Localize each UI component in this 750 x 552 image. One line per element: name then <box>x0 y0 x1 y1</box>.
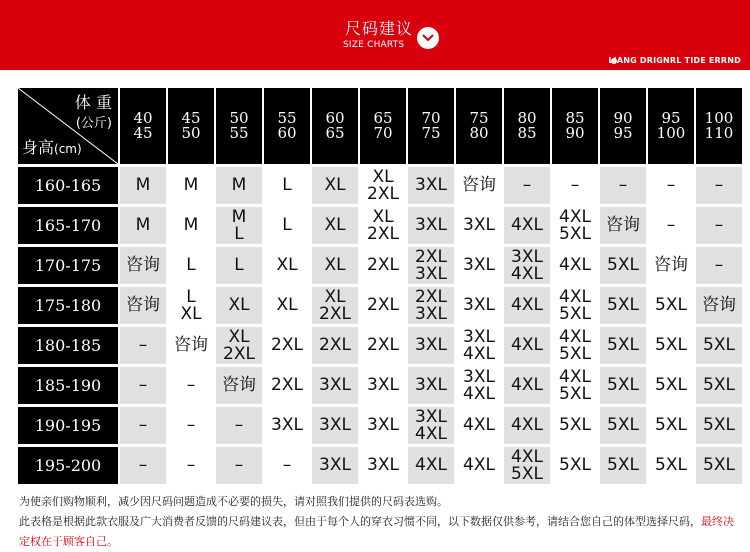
size-value: M <box>231 175 247 195</box>
banner-title: 尺码建议 <box>345 19 414 38</box>
size-value: 3XL <box>415 406 447 427</box>
size-value: 3XL <box>463 295 495 315</box>
size-value: 4XL <box>511 446 543 467</box>
size-value: XL <box>180 303 202 324</box>
size-cell <box>312 407 358 444</box>
size-cell <box>456 407 502 444</box>
height-row-header: 160-165 <box>18 167 118 204</box>
size-value: 咨询 <box>126 295 160 315</box>
size-value: 3XL <box>319 455 351 475</box>
size-value: 3XL <box>463 255 495 275</box>
weight-header <box>168 88 214 164</box>
size-value: 2XL <box>367 223 399 244</box>
size-value: 4XL <box>511 415 543 435</box>
size-value: 2XL <box>319 303 351 324</box>
size-value: 5XL <box>655 335 687 355</box>
size-cell <box>600 167 646 204</box>
size-cell <box>264 167 310 204</box>
size-value: 2XL <box>271 375 303 395</box>
size-value: 3XL <box>367 375 399 395</box>
size-value: 4XL <box>511 215 543 235</box>
size-value: – <box>186 415 196 435</box>
size-cell <box>456 367 502 404</box>
weight-header-value: 55 <box>277 109 297 127</box>
size-cell <box>696 287 742 324</box>
size-cell <box>552 207 598 244</box>
size-value: 咨询 <box>174 335 208 355</box>
size-value: 3XL <box>415 263 447 284</box>
size-value: – <box>138 455 148 475</box>
weight-header-value: 60 <box>277 124 297 142</box>
size-cell <box>648 287 694 324</box>
size-value: L <box>234 255 244 275</box>
size-cell <box>312 447 358 484</box>
size-value: L <box>186 286 196 307</box>
size-value: 3XL <box>511 246 543 267</box>
weight-header <box>312 88 358 164</box>
size-value: – <box>234 415 244 435</box>
size-value: XL <box>372 206 394 227</box>
size-cell <box>312 287 358 324</box>
size-cell <box>648 247 694 284</box>
size-cell <box>696 447 742 484</box>
size-value: M <box>135 215 151 235</box>
size-value: 5XL <box>655 415 687 435</box>
size-cell <box>552 167 598 204</box>
weight-header <box>696 88 742 164</box>
weight-header-value: 95 <box>613 124 633 142</box>
weight-header-value: 45 <box>133 124 153 142</box>
size-cell <box>120 167 166 204</box>
size-cell <box>120 367 166 404</box>
size-cell <box>648 167 694 204</box>
size-value: 4XL <box>463 383 495 404</box>
size-value: – <box>234 455 244 475</box>
weight-header <box>360 88 406 164</box>
size-value: 5XL <box>559 343 591 364</box>
size-cell <box>216 167 262 204</box>
weight-header <box>552 88 598 164</box>
weight-header-value: 70 <box>373 124 393 142</box>
size-value: 4XL <box>415 423 447 444</box>
weight-header-value: 90 <box>613 109 633 127</box>
size-cell <box>312 167 358 204</box>
size-cell <box>456 247 502 284</box>
size-cell <box>360 327 406 364</box>
size-cell <box>648 367 694 404</box>
size-value: 咨询 <box>702 295 736 315</box>
size-value: 4XL <box>559 366 591 387</box>
size-value: 5XL <box>559 303 591 324</box>
weight-header-value: 50 <box>229 109 249 127</box>
size-cell <box>120 407 166 444</box>
size-cell <box>648 447 694 484</box>
size-cell <box>264 287 310 324</box>
size-value: – <box>522 175 532 195</box>
size-value: XL <box>324 286 346 307</box>
size-cell <box>216 287 262 324</box>
size-value: 5XL <box>655 455 687 475</box>
weight-header-value: 80 <box>469 124 489 142</box>
size-cell <box>264 447 310 484</box>
size-value: 2XL <box>367 183 399 204</box>
size-value: – <box>714 215 724 235</box>
size-value: 5XL <box>607 255 639 275</box>
size-value: 咨询 <box>654 255 688 275</box>
size-cell <box>600 367 646 404</box>
weight-header-value: 40 <box>133 109 153 127</box>
size-value: 咨询 <box>222 375 256 395</box>
size-cell <box>504 247 550 284</box>
size-cell <box>456 327 502 364</box>
size-value: 5XL <box>607 335 639 355</box>
size-cell <box>408 367 454 404</box>
size-cell <box>504 407 550 444</box>
size-cell <box>360 367 406 404</box>
size-value: 2XL <box>271 335 303 355</box>
size-chart-banner <box>0 0 750 70</box>
size-cell <box>264 247 310 284</box>
size-value: L <box>234 223 244 244</box>
size-value: 4XL <box>511 295 543 315</box>
weight-header <box>264 88 310 164</box>
size-value: XL <box>324 255 346 275</box>
weight-header-value: 50 <box>181 124 201 142</box>
size-cell <box>408 287 454 324</box>
height-row-header: 190-195 <box>18 407 118 444</box>
size-value: – <box>714 255 724 275</box>
size-value: L <box>282 175 292 195</box>
size-cell <box>696 367 742 404</box>
size-value: 3XL <box>319 375 351 395</box>
size-cell <box>216 327 262 364</box>
size-value: 3XL <box>463 215 495 235</box>
weight-header-value: 60 <box>325 109 345 127</box>
size-cell <box>360 407 406 444</box>
weight-header <box>504 88 550 164</box>
size-value: XL <box>324 175 346 195</box>
size-value: XL <box>228 295 250 315</box>
size-cell <box>456 167 502 204</box>
size-value: 3XL <box>415 303 447 324</box>
size-value: 3XL <box>415 375 447 395</box>
weight-header-value: 65 <box>373 109 393 127</box>
size-value: 5XL <box>607 415 639 435</box>
note-line-1: 为使亲们购物顺利，减少因尺码问题造成不必要的损失，请对照我们提供的尺码表选购。 <box>19 495 448 508</box>
size-value: – <box>714 175 724 195</box>
size-value: XL <box>372 166 394 187</box>
size-cell <box>216 247 262 284</box>
weight-header-value: 75 <box>469 109 489 127</box>
size-cell <box>504 327 550 364</box>
weight-header-value: 75 <box>421 124 441 142</box>
size-value: XL <box>228 326 250 347</box>
size-value: 3XL <box>415 335 447 355</box>
size-cell <box>120 327 166 364</box>
size-value: M <box>183 215 199 235</box>
size-cell <box>168 287 214 324</box>
size-value: 2XL <box>367 255 399 275</box>
size-cell <box>360 207 406 244</box>
size-value: XL <box>276 295 298 315</box>
size-value: 4XL <box>463 415 495 435</box>
weight-unit: (公斤) <box>75 116 112 131</box>
weight-header <box>600 88 646 164</box>
size-value: – <box>666 175 676 195</box>
size-value: 5XL <box>607 295 639 315</box>
size-value: – <box>666 215 676 235</box>
size-cell <box>360 287 406 324</box>
size-cell <box>504 167 550 204</box>
size-value: 5XL <box>607 375 639 395</box>
size-cell <box>696 247 742 284</box>
size-value: M <box>135 175 151 195</box>
size-cell <box>552 327 598 364</box>
size-cell <box>168 367 214 404</box>
size-cell <box>648 327 694 364</box>
size-value: – <box>186 455 196 475</box>
size-cell <box>216 207 262 244</box>
size-value: 2XL <box>415 246 447 267</box>
size-cell <box>696 327 742 364</box>
size-cell <box>360 247 406 284</box>
size-cell <box>216 367 262 404</box>
size-value: 5XL <box>559 383 591 404</box>
size-value: 4XL <box>559 255 591 275</box>
note-highlight: 最终决定权在于顾客自己。 <box>19 515 734 548</box>
size-cell <box>552 247 598 284</box>
size-cell <box>312 247 358 284</box>
size-cell <box>168 247 214 284</box>
size-cell <box>456 287 502 324</box>
size-cell <box>408 247 454 284</box>
size-value: 3XL <box>463 326 495 347</box>
weight-header-value: 95 <box>661 109 681 127</box>
weight-header-value: 90 <box>565 124 585 142</box>
size-cell <box>504 447 550 484</box>
size-cell <box>168 407 214 444</box>
table-corner-header <box>18 88 118 164</box>
weight-header <box>456 88 502 164</box>
size-cell <box>168 167 214 204</box>
size-value: 2XL <box>415 286 447 307</box>
weight-label: 体 重 <box>74 93 112 112</box>
size-cell <box>360 447 406 484</box>
size-cell <box>552 287 598 324</box>
size-notes <box>19 492 734 552</box>
size-cell <box>120 447 166 484</box>
size-cell <box>504 207 550 244</box>
banner-subtitle: SIZE CHARTS <box>343 40 405 50</box>
size-value: 咨询 <box>606 215 640 235</box>
size-value: 4XL <box>463 455 495 475</box>
size-cell <box>600 407 646 444</box>
size-cell <box>264 207 310 244</box>
size-value: 3XL <box>271 415 303 435</box>
size-cell <box>312 367 358 404</box>
size-cell <box>168 447 214 484</box>
size-cell <box>456 207 502 244</box>
size-cell <box>552 447 598 484</box>
size-value: XL <box>324 215 346 235</box>
size-value: 5XL <box>655 295 687 315</box>
weight-header-value: 65 <box>325 124 345 142</box>
size-value: 2XL <box>367 335 399 355</box>
size-value: 2XL <box>223 343 255 364</box>
size-cell <box>600 327 646 364</box>
size-value: 3XL <box>415 215 447 235</box>
size-value: 5XL <box>559 455 591 475</box>
size-value: – <box>570 175 580 195</box>
size-value: 5XL <box>703 455 735 475</box>
size-value: – <box>138 375 148 395</box>
size-cell <box>408 207 454 244</box>
size-value: 4XL <box>463 343 495 364</box>
size-value: 5XL <box>655 375 687 395</box>
size-value: 5XL <box>703 335 735 355</box>
height-row-header: 165-170 <box>18 207 118 244</box>
weight-header-value: 55 <box>229 124 249 142</box>
weight-header <box>408 88 454 164</box>
size-cell <box>408 327 454 364</box>
size-cell <box>600 447 646 484</box>
height-row-header: 185-190 <box>18 367 118 404</box>
size-value: 2XL <box>319 335 351 355</box>
size-cell <box>408 407 454 444</box>
weight-header <box>216 88 262 164</box>
size-cell <box>264 407 310 444</box>
weight-header-value: 70 <box>421 109 441 127</box>
size-value: M <box>231 206 247 227</box>
size-value: 咨询 <box>126 255 160 275</box>
height-row-header: 180-185 <box>18 327 118 364</box>
size-cell <box>408 167 454 204</box>
size-cell <box>120 207 166 244</box>
chevron-down-icon[interactable] <box>417 27 439 49</box>
height-row-header: 170-175 <box>18 247 118 284</box>
size-value: 5XL <box>511 463 543 484</box>
size-cell <box>648 207 694 244</box>
size-value: 咨询 <box>462 175 496 195</box>
size-cell <box>504 367 550 404</box>
size-cell <box>216 407 262 444</box>
weight-header-value: 110 <box>704 124 734 142</box>
size-cell <box>408 447 454 484</box>
weight-header-value: 85 <box>565 109 585 127</box>
size-value: 3XL <box>319 415 351 435</box>
size-cell <box>552 367 598 404</box>
weight-header-value: 80 <box>517 109 537 127</box>
size-value: – <box>282 455 292 475</box>
size-cell <box>600 207 646 244</box>
size-value: 3XL <box>367 455 399 475</box>
size-cell <box>168 207 214 244</box>
size-cell <box>120 247 166 284</box>
size-cell <box>360 167 406 204</box>
note-line-2: 此表格是根据此款衣服及广大消费者反馈的尺码建议表，但由于每个人的穿衣习惯不同，以下数据仅供参考，请结合您自己的体型选择尺码，最终决定权在于顾客自己。 <box>19 515 734 548</box>
weight-header-value: 45 <box>181 109 201 127</box>
size-cell <box>456 447 502 484</box>
height-label: 身高(cm) <box>22 138 82 157</box>
weight-header <box>648 88 694 164</box>
size-value: L <box>186 255 196 275</box>
size-cell <box>696 407 742 444</box>
size-cell <box>264 367 310 404</box>
size-cell <box>216 447 262 484</box>
size-value: L <box>282 215 292 235</box>
size-value: 4XL <box>511 335 543 355</box>
size-value: 5XL <box>703 375 735 395</box>
size-value: 3XL <box>415 175 447 195</box>
weight-header <box>120 88 166 164</box>
size-cell <box>600 247 646 284</box>
size-cell <box>264 327 310 364</box>
size-table <box>18 88 742 484</box>
size-cell <box>552 407 598 444</box>
size-value: 5XL <box>703 415 735 435</box>
size-value: 5XL <box>559 223 591 244</box>
height-row-header: 175-180 <box>18 287 118 324</box>
brand-tagline: LIANG DRIGNRL TIDE ERRND <box>608 56 741 65</box>
size-value: 4XL <box>511 263 543 284</box>
size-value: 5XL <box>607 455 639 475</box>
size-cell <box>168 327 214 364</box>
size-value: – <box>186 375 196 395</box>
weight-header-value: 85 <box>517 124 537 142</box>
height-row-header: 195-200 <box>18 447 118 484</box>
size-cell <box>120 287 166 324</box>
size-cell <box>312 207 358 244</box>
size-value: – <box>138 415 148 435</box>
size-value: 4XL <box>559 286 591 307</box>
size-value: 5XL <box>559 415 591 435</box>
size-value: 4XL <box>511 375 543 395</box>
size-value: 4XL <box>559 326 591 347</box>
size-cell <box>600 287 646 324</box>
weight-header-value: 100 <box>656 124 686 142</box>
size-value: 2XL <box>367 295 399 315</box>
size-value: – <box>138 335 148 355</box>
size-value: XL <box>276 255 298 275</box>
size-cell <box>696 167 742 204</box>
weight-header-value: 100 <box>704 109 734 127</box>
size-value: 3XL <box>463 366 495 387</box>
size-cell <box>312 327 358 364</box>
size-value: 4XL <box>559 206 591 227</box>
size-value: 4XL <box>415 455 447 475</box>
size-cell <box>504 287 550 324</box>
size-cell <box>648 407 694 444</box>
size-value: – <box>618 175 628 195</box>
size-value: M <box>183 175 199 195</box>
size-value: 3XL <box>367 415 399 435</box>
size-cell <box>696 207 742 244</box>
